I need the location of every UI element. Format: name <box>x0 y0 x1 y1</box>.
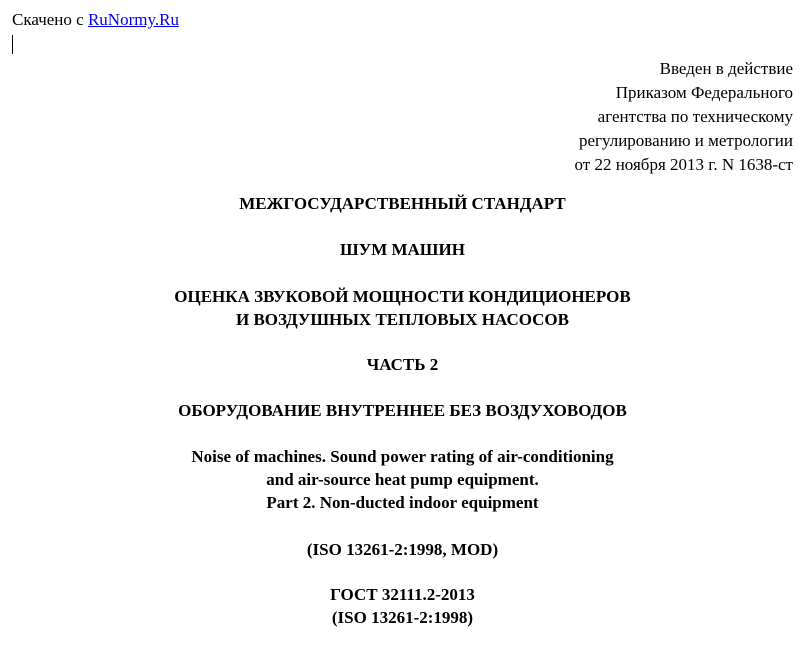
enactment-line: регулированию и метрологии <box>578 131 793 150</box>
english-title <box>0 445 799 514</box>
source-line <box>12 9 179 31</box>
source-prefix: Скачено с <box>12 10 88 29</box>
gost-designation <box>0 583 799 629</box>
part-title: ОБОРУДОВАНИЕ ВНУТРЕННЕЕ БЕЗ ВОЗДУХОВОДОВ <box>178 401 627 420</box>
enactment-line: агентства по техническому <box>597 107 793 126</box>
english-title-line: Part 2. Non-ducted indoor equipment <box>266 493 539 512</box>
subtitle-line: ОЦЕНКА ЗВУКОВОЙ МОЩНОСТИ КОНДИЦИОНЕРОВ <box>174 287 631 306</box>
enactment-line: Приказом Федерального <box>615 83 793 102</box>
english-title-line: and air-source heat pump equipment. <box>266 470 539 489</box>
gost-iso-number: (ISO 13261-2:1998) <box>331 608 474 627</box>
subtitle <box>0 285 799 331</box>
runormy-link[interactable]: RuNormy.Ru <box>87 10 179 29</box>
enactment-block <box>575 57 794 177</box>
standard-kind: МЕЖГОСУДАРСТВЕННЫЙ СТАНДАРТ <box>239 194 566 213</box>
iso-reference: (ISO 13261-2:1998, MOD) <box>306 540 499 559</box>
english-title-line: Noise of machines. Sound power rating of air-conditioning <box>191 447 614 466</box>
main-title: ШУМ МАШИН <box>340 240 465 259</box>
gost-number: ГОСТ 32111.2-2013 <box>330 585 475 604</box>
part-label: ЧАСТЬ 2 <box>366 355 439 374</box>
enactment-line: Введен в действие <box>659 59 793 78</box>
enactment-line: от 22 ноября 2013 г. N 1638-ст <box>574 155 793 174</box>
text-cursor <box>12 35 13 54</box>
subtitle-line: И ВОЗДУШНЫХ ТЕПЛОВЫХ НАСОСОВ <box>235 310 569 329</box>
